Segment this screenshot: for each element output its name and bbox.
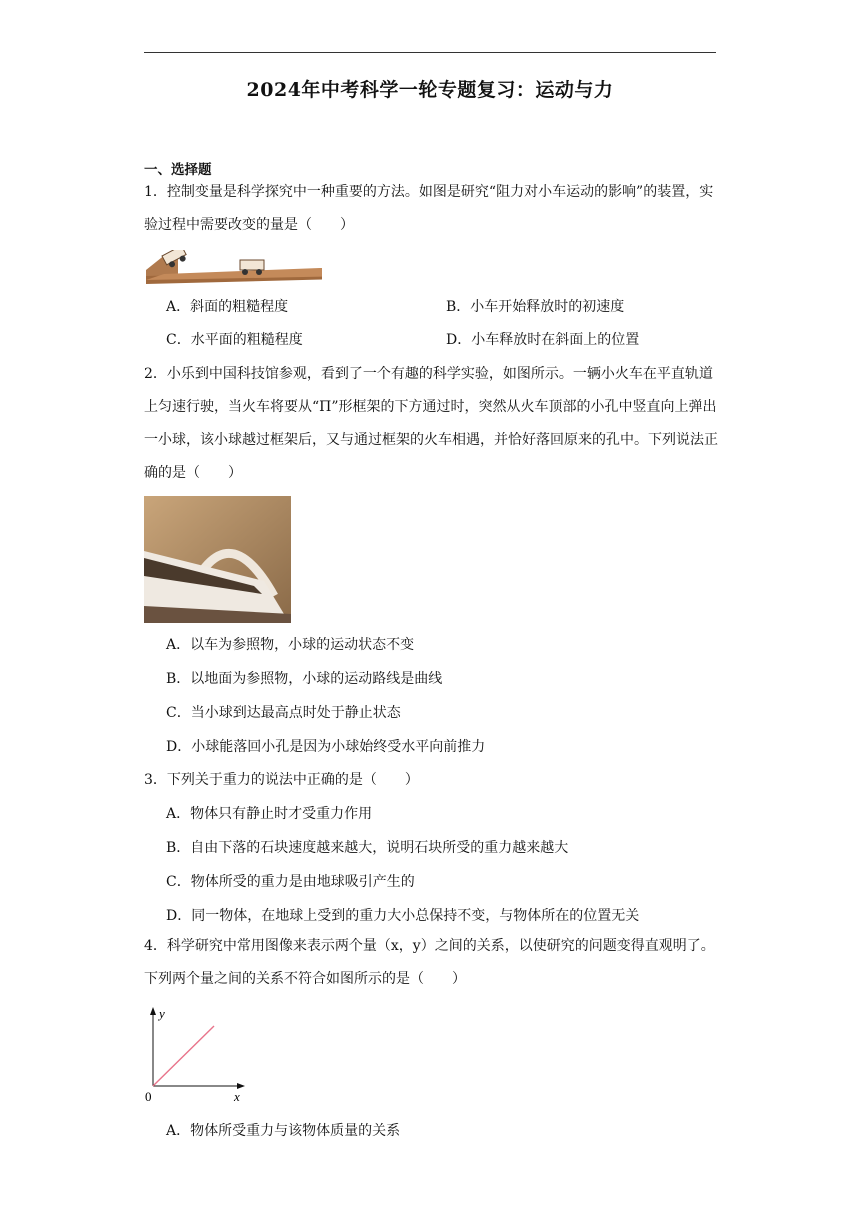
question-2-stem: 2．小乐到中国科技馆参观，看到了一个有趣的科学实验，如图所示。一辆小火车在平直轨道上匀速行驶，当火车将要从“Π”形框架的下方通过时，突然从火车顶部的小孔中竖直向上弹出一小球，该小球越过框架后，又与通过框架的火车相遇，并恰好落回原来的孔中。下列说法正确的是（ ）: [144, 366, 718, 481]
q3-option-b: B．自由下落的石块速度越来越大，说明石块所受的重力越来越大: [166, 840, 569, 856]
q1-option-c: C．水平面的粗糙程度: [166, 332, 303, 348]
q2-option-b: B．以地面为参照物，小球的运动路线是曲线: [166, 671, 443, 687]
header-rule: [144, 52, 716, 53]
section-heading: 一、选择题: [144, 162, 212, 178]
proportional-line: [153, 1026, 214, 1086]
q1-option-d: D．小车释放时在斜面上的位置: [446, 332, 640, 348]
train-photo: [144, 496, 291, 623]
q1-option-a: A．斜面的粗糙程度: [166, 299, 289, 315]
q2-option-a: A．以车为参照物，小球的运动状态不变: [166, 637, 415, 653]
origin-label: 0: [145, 1089, 152, 1104]
q3-option-c: C．物体所受的重力是由地球吸引产生的: [166, 874, 415, 890]
cart-incline-figure: [144, 250, 322, 288]
question-1-stem: 1．控制变量是科学探究中一种重要的方法。如图是研究“阻力对小车运动的影响”的装置，实验过程中需要改变的量是（ ）: [144, 184, 714, 233]
question-3-stem: 3．下列关于重力的说法中正确的是（ ）: [144, 772, 419, 788]
q2-option-c: C．当小球到达最高点时处于静止状态: [166, 705, 401, 721]
q3-option-a: A．物体只有静止时才受重力作用: [166, 806, 373, 822]
question-4-stem: 4．科学研究中常用图像来表示两个量（x，y）之间的关系，以使研究的问题变得直观明了。下列两个量之间的关系不符合如图所示的是（ ）: [144, 938, 715, 987]
y-axis-label: y: [159, 1006, 165, 1021]
q4-option-a: A．物体所受重力与该物体质量的关系: [166, 1123, 401, 1139]
x-axis-label: x: [234, 1089, 240, 1104]
xy-graph: [140, 1004, 250, 1104]
q1-option-b: B．小车开始释放时的初速度: [446, 299, 625, 315]
q3-option-d: D．同一物体，在地球上受到的重力大小总保持不变，与物体所在的位置无关: [166, 908, 640, 924]
page-title: 2024年中考科学一轮专题复习：运动与力: [246, 79, 614, 101]
q2-option-d: D．小球能落回小孔是因为小球始终受水平向前推力: [166, 739, 486, 755]
